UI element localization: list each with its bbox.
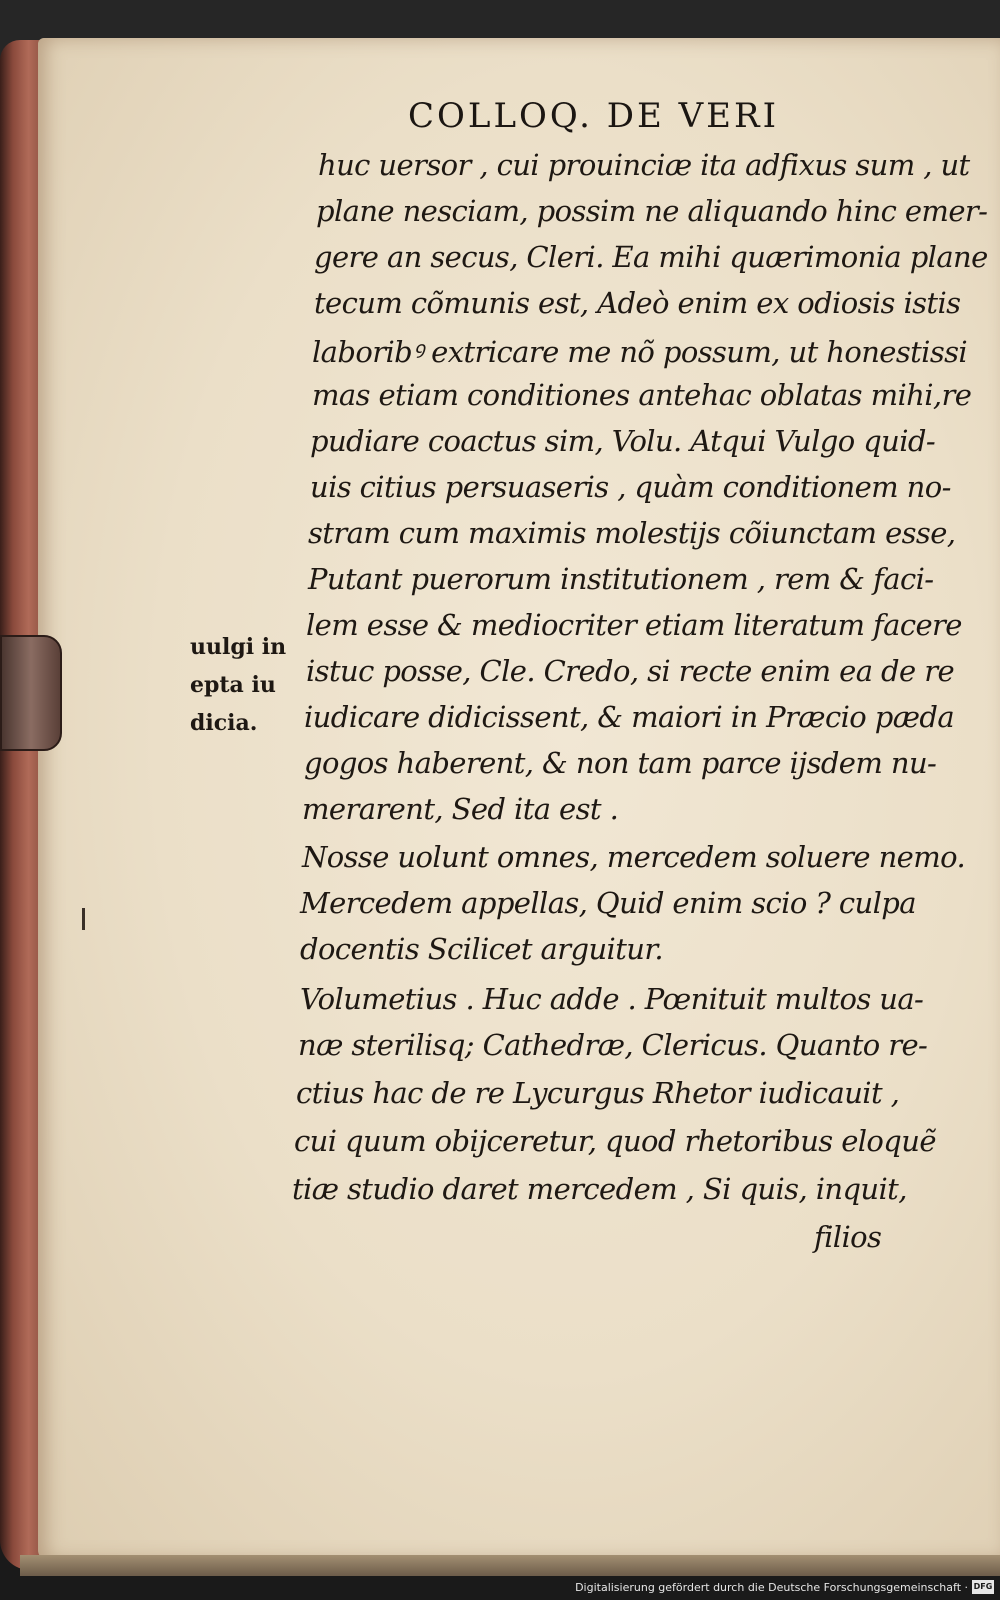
- text-line: iudicare didicissent, & maiori in Præcio pæda: [304, 700, 955, 734]
- dfg-logo-icon: DFG: [972, 1580, 994, 1594]
- margin-note: [190, 628, 300, 742]
- text-line: docentis Scilicet arguitur.: [300, 932, 664, 966]
- text-line: ctius hac de re Lycurgus Rhetor iudicauit ,: [296, 1076, 900, 1110]
- bleed-through-text: [180, 128, 290, 318]
- text-line: cui quum obijceretur, quod rhetoribus eloquẽ: [294, 1124, 936, 1158]
- text-line: stram cum maximis molestijs cõiunctam esse,: [308, 516, 956, 550]
- stray-ink-mark: [82, 908, 85, 930]
- text-line: merarent, Sed ita est .: [302, 792, 619, 826]
- text-line: næ sterilisq; Cathedræ, Clericus. Quanto re-: [298, 1028, 928, 1062]
- text-line: mas etiam conditiones antehac oblatas mihi,re: [312, 378, 972, 412]
- text-line: gere an secus, Cleri. Ea mihi quærimonia plane: [314, 240, 988, 274]
- text-line: uis citius persuaseris , quàm conditionem no-: [310, 470, 951, 504]
- text-line: gogos haberent, & non tam parce ijsdem nu-: [304, 746, 937, 780]
- book-bottom-edge: [20, 1555, 1000, 1577]
- text-line: plane nesciam, possim ne aliquando hinc emer-: [316, 194, 988, 228]
- margin-note-line: uulgi in: [190, 634, 287, 660]
- text-line: Putant puerorum institutionem , rem & faci-: [308, 562, 934, 596]
- book-clasp: [0, 635, 62, 751]
- text-line: lem esse & mediocriter etiam literatum facere: [306, 608, 962, 642]
- text-line: huc uersor , cui prouinciæ ita adfixus sum , ut: [318, 148, 970, 182]
- margin-note-line: epta iu: [190, 672, 276, 698]
- text-line: pudiare coactus sim, Volu. Atqui Vulgo quid-: [310, 424, 936, 458]
- catchword: filios: [814, 1220, 882, 1254]
- text-line: Nosse uolunt omnes, mercedem soluere nemo.: [302, 840, 966, 874]
- running-head: COLLOQ. DE VERI: [408, 96, 780, 136]
- footer-credit: Digitalisierung gefördert durch die Deutsche Forschungsgemeinschaft ·: [575, 1581, 968, 1594]
- text-line: Mercedem appellas, Quid enim scio ? culpa: [300, 886, 916, 920]
- footer-bar: [0, 1576, 1000, 1600]
- text-line: tiæ studio daret mercedem , Si quis, inquit,: [292, 1172, 907, 1206]
- text-line: laboribꝰ extricare me nõ possum, ut honestissi: [312, 335, 968, 369]
- text-line: istuc posse, Cle. Credo, si recte enim ea de re: [306, 654, 955, 688]
- text-line: Volumetius . Huc adde . Pœnituit multos ua-: [300, 982, 924, 1016]
- margin-note-line: dicia.: [190, 710, 258, 736]
- text-line: tecum cõmunis est, Adeò enim ex odiosis istis: [314, 286, 961, 320]
